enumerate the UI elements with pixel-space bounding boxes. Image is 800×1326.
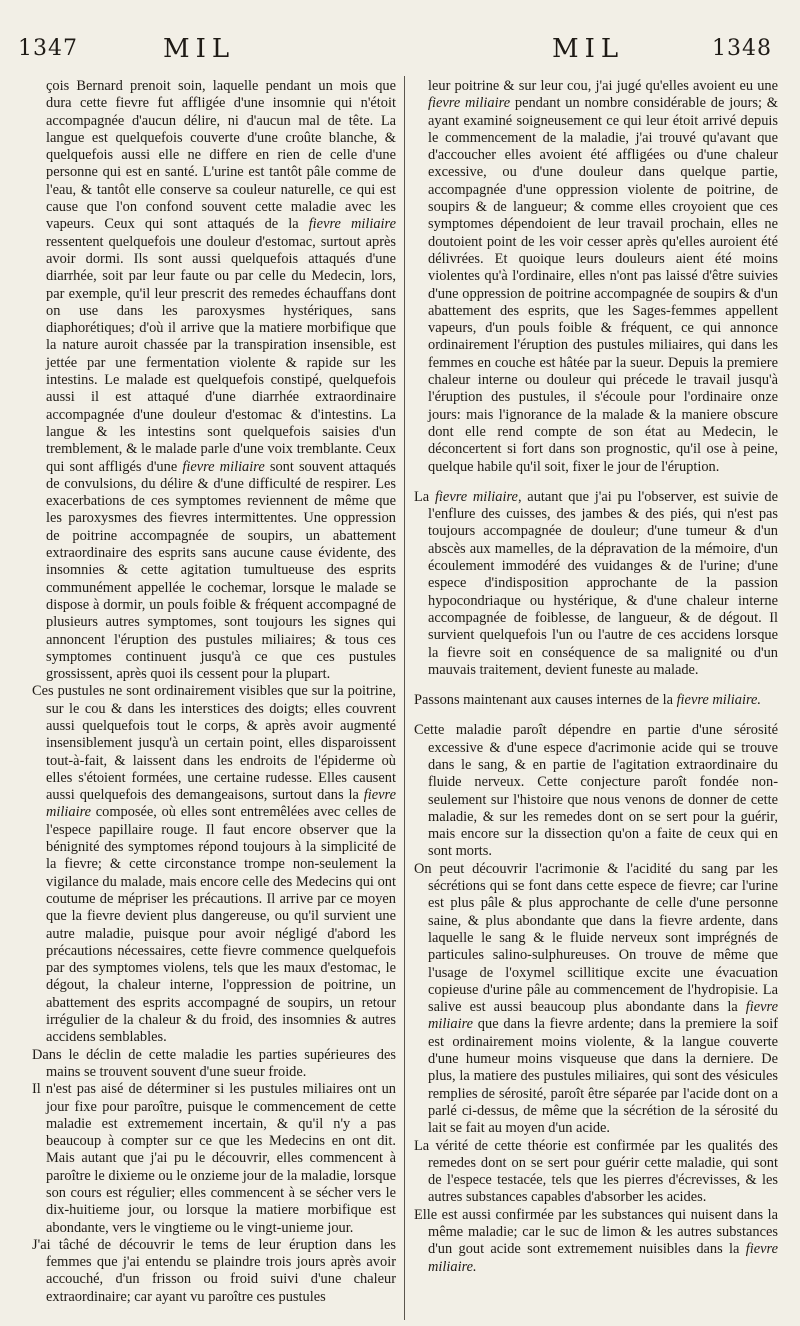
paragraph	[414, 1207, 778, 1276]
left-column	[32, 78, 396, 1320]
text-run: pendant un nombre considérable de jours; & ayant examiné soigneusement ce qui leur étoit arrivé depuis le commencement de la maladie, j'ai trouvé qu'avant que d'accoucher elles avoient été affligées ou d'une chaleur excessive, ou d'une douleur dans quelque partie, accompagnée d'une oppression violente de poitrine, de soupirs & de langueur; & comme elles croyoient que ces symptomes dépendoient de leur travail prochain, elles ne doutoient point de les voir cesser après qu'elles auroient été délivrées. Et quoique leurs douleurs aient été moins violentes qu'à l'ordinaire, elles n'ont pas laissé d'être suivies d'une oppression de poitrine accompagnée de soupirs & d'un abattement des esprits, que les Sages-femmes appellent vapeurs, d'un pouls foible & fréquent, ce qui annonce ordinairement l'éruption des pustules miliaires, qui dans les femmes en couche est hâtée par la sueur. Depuis la premiere chaleur interne ou douleur qui précede le travail jusqu'à l'éruption des pustules, il s'écoule pour l'ordinaire onze jours: mais l'ignorance de la malade & la maniere obscure dont elle rend compte de son état au Medecin, le déconcertent si fort dans son prognostic, qu'il ose à peine, quelque habile qu'il soit, fixer le jour de l'éruption.	[428, 95, 778, 475]
text-run: sont souvent attaqués de convulsions, du délire & d'une difficulté de respirer. Les exacerbations de ces symptomes reviennent de même que les paroxysmes des fievres intermittentes. Une oppression de poitrine accompagnée de soupirs, un abattement extraordinaire des esprits sans aucune cause évidente, des insomnies & cette agitation tumultueuse des esprits communément appellée le cochemar, lorsque le malade se dispose à dormir, un pouls foible & fréquent accompagné de plusieurs autres symptomes, sont toujours les signes qui annoncent l'éruption des pustules miliaires; & tous ces symptomes continuent jusqu'à ce que ces pustules grossissent, après quoi ils cessent pour la plupart.	[46, 458, 396, 683]
paragraph: La vérité de cette théorie est confirmée par les qualités des remedes dont on se sert pour guérir cette maladie, qui sont de l'espece testacée, tels que les pierres d'écrevisses, & les autres substances capables d'absorber les acides.	[414, 1137, 778, 1206]
column-divider	[404, 76, 405, 1320]
text-run: Elle est aussi confirmée par les substances qui nuisent dans la même maladie; car le suc de limon & les autres substances d'un gout acide sont extremement nuisibles dans la	[414, 1206, 778, 1258]
italic-term: fievre miliaire	[428, 95, 511, 112]
italic-term: fievre miliaire	[308, 216, 396, 233]
paragraph	[414, 861, 778, 1138]
paragraph	[414, 489, 778, 679]
text-run: La	[414, 488, 435, 505]
paragraph: J'ai tâché de découvrir le tems de leur éruption dans les femmes que j'ai entendu se plaindre trois jours après avoir accouché, d'un frisson ou froid suivi d'une chaleur extraordinaire; car ayant vu paroître ces pustules	[32, 1236, 396, 1305]
text-run: ressentent quelquefois une douleur d'estomac, surtout après avoir dormi. Ils sont aussi quelquefois attaqués d'une diarrhée, soit par leur faute ou par celle du Medecin, lors, par exemple, qu'il leur prescrit des remedes échauffans dont on use dans les paroxysmes hystériques, sans diaphorétiques; d'où il arrive que la matiere morbifique que la nature auroit chassée par la transpiration insensible, est jettée par une fermentation violente & rapide sur les intestins. Le malade est quelquefois constipé, quelquefois aussi il est attaqué d'une diarrhée extraordinaire accompagnée d'une douleur d'estomac & d'intestins. La langue & les intestins sont quelquefois saisies d'un tremblement, & le malade parle d'une voix tremblante. Ceux qui sont affligés d'une	[46, 233, 396, 475]
text-run: Passons maintenant aux causes internes de la	[414, 692, 677, 709]
italic-term: fievre miliaire.	[428, 1241, 778, 1275]
text-run: composée, où elles sont entremêlées avec celles de l'espece papillaire rouge. Il faut encore observer que la bénignité des symptomes répond toujours à la simplicité de la fievre; & cette circonstance trompe non-seulement la vigilance du malade, mais encore celle des Medecins qui ont coutume de mépriser les précautions. Il arrive par ce moyen que la fievre devient plus dangereuse, ou qu'il survient une autre maladie, puisque pour avoir négligé d'abord les précautions nécessaires, cette fievre commence quelquefois par des symptomes violens, tels que les maux d'estomac, le dégout, la chaleur interne, l'oppression de poitrine, un abattement des esprits accompagné de soupirs, un retour irrégulier de la chaleur & du froid, des insomnies & autres accidens semblables.	[46, 804, 396, 1046]
header-title-right: MIL	[552, 34, 625, 64]
text-run: leur poitrine & sur leur cou, j'ai jugé qu'elles avoient eu une	[428, 78, 778, 94]
italic-term: fievre miliaire	[434, 488, 518, 505]
italic-term: fievre miliaire.	[676, 692, 762, 709]
italic-term: fievre miliaire	[428, 999, 778, 1033]
paragraph	[32, 78, 396, 683]
italic-term: fievre miliaire	[182, 458, 265, 475]
section-heading	[414, 692, 778, 709]
page-number-right: 1348	[712, 36, 772, 61]
paragraph	[414, 78, 778, 476]
running-header	[0, 0, 800, 78]
italic-term: fievre miliaire	[46, 787, 396, 821]
header-title-left: MIL	[163, 34, 236, 64]
text-run: Ces pustules ne sont ordinairement visibles que sur la poitrine, sur le cou & dans les interstices des doigts; elles couvrent aussi quelquefois tout le corps, & après avoir augmenté insensiblement jusqu'à un certain point, elles disparoissent tout-à-fait, & laissent dans les endroits de l'épiderme où elles s'étoient formées, une certaine rudesse. Elles causent aussi quelquefois des demangeaisons, surtout dans la	[32, 683, 396, 804]
paragraph	[32, 683, 396, 1046]
page-number-left: 1347	[18, 36, 78, 61]
text-run: , autant que j'ai pu l'observer, est suivie de l'enflure des cuisses, des jambes & des piés, qui n'est pas toujours accompagnée de douleur; d'une tumeur & d'un abscès aux mamelles, de la dépravation de la mémoire, d'un écoulement immodéré des vuidanges & de l'urine; d'une espece d'indisposition approchante de la passion hypocondriaque ou hystérique, & d'une chaleur interne accompagnée de foiblesse, de langueur, & de dégout. Il survient quelquefois l'un ou l'autre de ces accidens lorsque la fievre soit en conséquence de sa malignité ou d'un mauvais traitement, devient funeste au malade.	[428, 488, 778, 678]
paragraph: Dans le déclin de cette maladie les parties supérieures des mains se trouvent souvent d'une sueur froide.	[32, 1046, 396, 1080]
text-run: On peut découvrir l'acrimonie & l'acidité du sang par les sécrétions qui se font dans cette espece de fievre; car l'urine est plus pâle & plus approchante de celle d'une personne saine, & plus abondante que dans la fievre ardente, dans laquelle le sang & le fluide nerveux sont imprégnés de particules salino-sulphureuses. On trouve de même que l'usage de l'oxymel scillitique excite une évacuation copieuse d'urine pâle au commencement de l'hydropisie. La salive est aussi beaucoup plus abondante dans la	[414, 860, 778, 1016]
paragraph: Cette maladie paroît dépendre en partie d'une sérosité excessive & d'une espece d'acrimonie acide qui se trouve dans le sang, & en partie de l'agitation extraordinaire du fluide nerveux. Cette conjecture paroît fondée non-seulement sur l'histoire que nous venons de donner de cette maladie, & sur les remedes dont on se sert pour la guérir, mais encore sur la dissection qu'on a faite de ceux qui en sont morts.	[414, 722, 778, 860]
text-run: çois Bernard prenoit soin, laquelle pendant un mois que dura cette fievre fut affligée d'une insomnie qui n'étoit accompagnée d'aucun délire, ni d'aucun mal de tête. La langue est quelquefois couverte d'une croûte blanche, & quelquefois aussi elle ne differe en rien de celle d'une personne qui est en santé. L'urine est tantôt pâle comme de l'eau, & tantôt elle conserve sa couleur naturelle, ce qui est cause que l'on confond souvent cette maladie avec les vapeurs. Ceux qui sont attaqués de la	[46, 78, 396, 233]
right-column	[414, 78, 778, 1320]
paragraph: Il n'est pas aisé de déterminer si les pustules miliaires ont un jour fixe pour paroître, puisque le commencement de cette maladie est extremement incertain, & qu'il n'y a pas beaucoup à compter sur ce que les Medecins en ont dit. Mais autant que j'ai pu le découvrir, elles commencent à paroître le dixieme ou le onzieme jour de la maladie, lorsque son cours est régulier; elles commencent à se sécher vers le dix-huitieme jour, ou lorsque la matiere morbifique est abondante, vers le vingtieme ou le vingt-unieme jour.	[32, 1081, 396, 1236]
text-run: que dans la fievre ardente; dans la premiere la soif est ordinairement moins violente, & la langue couverte d'une humeur moins visqueuse que dans la derniere. De plus, la matiere des pustules miliaires, qui sont des vésicules remplies de sérosité, paroît être séparée par l'acide dont on a parlé ci-dessus, de même que la sécrétion de la sérosité du lait se fait au moyen d'un acide.	[428, 1016, 778, 1137]
